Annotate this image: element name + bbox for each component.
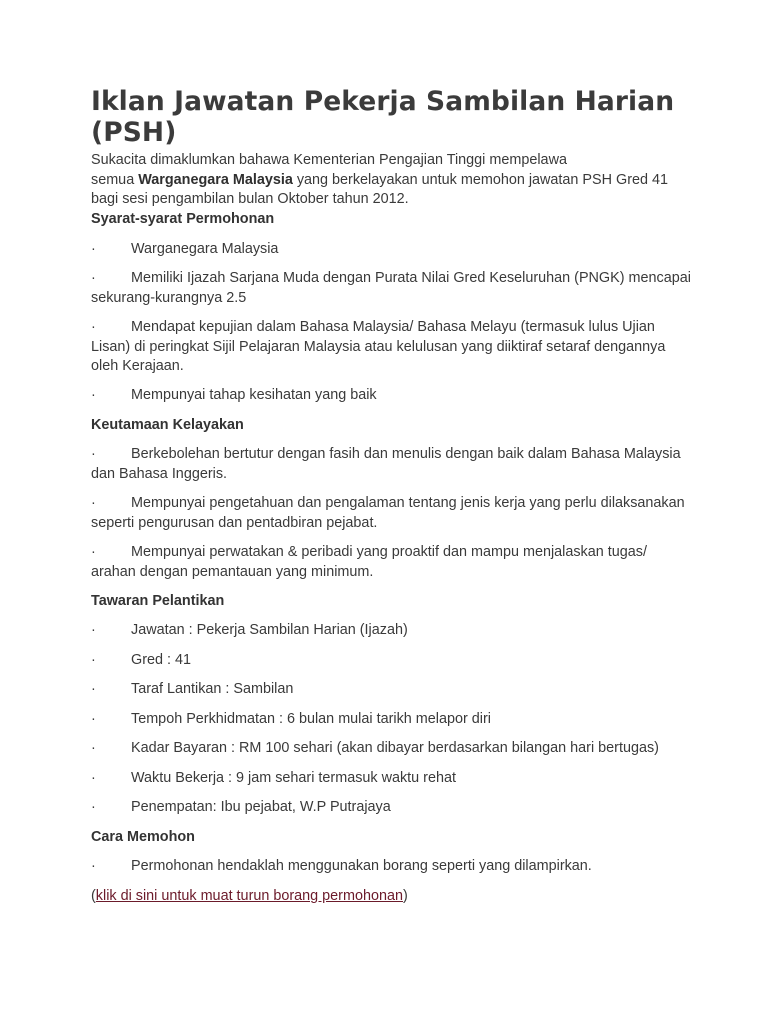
- item-text: Taraf Lantikan : Sambilan: [131, 681, 294, 697]
- item-text: Permohonan hendaklah menggunakan borang seperti yang dilampirkan.: [131, 858, 592, 874]
- intro-post: yang berkelayakan untuk memohon jawatan PSH Gred 41 bagi sesi pengambilan bulan Oktober tahun 2012.: [91, 171, 669, 208]
- list-item: [91, 240, 691, 260]
- page-title: Iklan Jawatan Pekerja Sambilan Harian (PSH): [91, 86, 675, 148]
- item-text: Jawatan : Pekerja Sambilan Harian (Ijazah): [131, 622, 408, 638]
- item-text: Mendapat kepujian dalam Bahasa Malaysia/ Bahasa Melayu (termasuk lulus Ujian Lisan) di peringkat Sijil Pelajaran Malaysia atau kelulusan yang diiktiraf setaraf dengannya oleh Kerajaan.: [91, 319, 666, 375]
- item-text: Mempunyai tahap kesihatan yang baik: [131, 387, 377, 403]
- list-item: [91, 651, 691, 671]
- bullet: ·: [91, 446, 96, 462]
- bullet: ·: [91, 270, 96, 286]
- list-item: [91, 857, 691, 877]
- item-text: Kadar Bayaran : RM 100 sehari (akan dibayar berdasarkan bilangan hari bertugas): [131, 740, 659, 756]
- bullet: ·: [91, 622, 96, 638]
- heading-syarat: Syarat-syarat Permohonan: [91, 211, 275, 227]
- bullet: ·: [91, 241, 96, 257]
- item-text: Gred : 41: [131, 652, 191, 668]
- list-item: [91, 269, 691, 308]
- bullet: ·: [91, 858, 96, 874]
- item-text: Warganegara Malaysia: [131, 241, 279, 257]
- list-item: [91, 710, 691, 730]
- heading-cara: Cara Memohon: [91, 829, 195, 845]
- bullet: ·: [91, 387, 96, 403]
- list-item: [91, 769, 691, 789]
- bullet: ·: [91, 770, 96, 786]
- heading-keutamaan: Keutamaan Kelayakan: [91, 417, 244, 433]
- paren-close: ): [402, 888, 408, 904]
- list-item: [91, 494, 691, 533]
- bullet: ·: [91, 495, 96, 511]
- intro-bold: Warganegara Malaysia: [138, 171, 293, 188]
- bullet: ·: [91, 319, 96, 335]
- item-text: Penempatan: Ibu pejabat, W.P Putrajaya: [131, 799, 391, 815]
- bullet: ·: [91, 681, 96, 697]
- list-item: [91, 543, 691, 582]
- bullet: ·: [91, 740, 96, 756]
- list-item: [91, 318, 691, 377]
- download-line: [91, 887, 408, 907]
- list-item: [91, 445, 691, 484]
- heading-tawaran: Tawaran Pelantikan: [91, 593, 225, 609]
- bullet: ·: [91, 652, 96, 668]
- item-text: Mempunyai pengetahuan dan pengalaman tentang jenis kerja yang perlu dilaksanakan seperti pengurusan dan pentadbiran pejabat.: [91, 495, 685, 531]
- list-item: [91, 798, 691, 818]
- intro-pre: semua: [91, 171, 139, 188]
- item-text: Mempunyai perwatakan & peribadi yang proaktif dan mampu menjalaskan tugas/ arahan dengan pemantauan yang minimum.: [91, 544, 647, 580]
- intro-line-1: Sukacita dimaklumkan bahawa Kementerian Pengajian Tinggi mempelawa: [91, 152, 567, 168]
- list-item: [91, 739, 691, 759]
- intro-paragraph: [91, 151, 691, 210]
- item-text: Berkebolehan bertutur dengan fasih dan menulis dengan baik dalam Bahasa Malaysia dan Bahasa Inggeris.: [91, 446, 681, 482]
- paren-open: (: [91, 888, 96, 904]
- list-item: [91, 680, 691, 700]
- list-item: [91, 621, 691, 641]
- bullet: ·: [91, 544, 96, 560]
- bullet: ·: [91, 799, 96, 815]
- item-text: Tempoh Perkhidmatan : 6 bulan mulai tarikh melapor diri: [131, 711, 491, 727]
- download-form-link[interactable]: klik di sini untuk muat turun borang permohonan: [95, 888, 403, 904]
- item-text: Waktu Bekerja : 9 jam sehari termasuk waktu rehat: [131, 770, 456, 786]
- bullet: ·: [91, 711, 96, 727]
- item-text: Memiliki Ijazah Sarjana Muda dengan Purata Nilai Gred Keseluruhan (PNGK) mencapai sekurang-kurangnya 2.5: [91, 270, 691, 306]
- list-item: [91, 386, 691, 406]
